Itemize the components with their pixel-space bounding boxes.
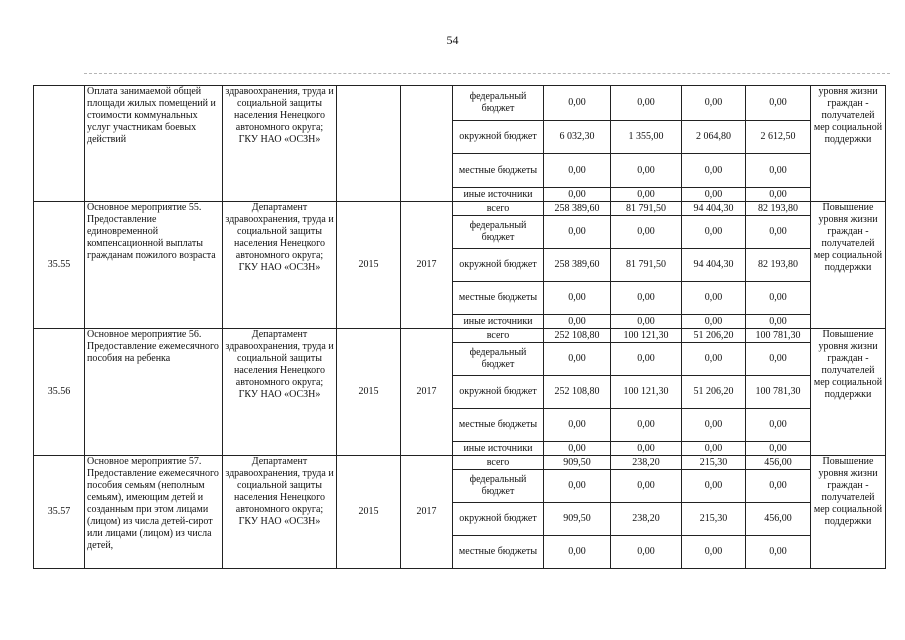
end-year-cell: 2017 bbox=[401, 456, 453, 569]
total-cell: 258 389,60 bbox=[544, 202, 611, 216]
total-cell: 6 032,30 bbox=[544, 121, 611, 154]
year-2015-cell: 0,00 bbox=[611, 282, 682, 315]
year-2015-cell: 81 791,50 bbox=[611, 249, 682, 282]
total-cell: 0,00 bbox=[544, 442, 611, 456]
event-name-cell: Оплата занимаемой общей площади жилых помещений и стоимости коммунальных услуг участникам боевых действий bbox=[85, 86, 223, 202]
total-cell: 0,00 bbox=[544, 154, 611, 188]
year-2016-cell: 51 206,20 bbox=[682, 376, 746, 409]
year-2017-cell: 0,00 bbox=[746, 315, 811, 329]
year-2015-cell: 0,00 bbox=[611, 86, 682, 121]
year-2016-cell: 0,00 bbox=[682, 188, 746, 202]
year-2015-cell: 0,00 bbox=[611, 216, 682, 249]
funding-source-cell: иные источники bbox=[453, 188, 544, 202]
year-2015-cell: 238,20 bbox=[611, 503, 682, 536]
year-2017-cell: 0,00 bbox=[746, 154, 811, 188]
funding-source-cell: всего bbox=[453, 456, 544, 470]
year-2016-cell: 0,00 bbox=[682, 409, 746, 442]
total-cell: 258 389,60 bbox=[544, 249, 611, 282]
year-2016-cell: 0,00 bbox=[682, 154, 746, 188]
funding-source-cell: местные бюджеты bbox=[453, 536, 544, 569]
year-2017-cell: 0,00 bbox=[746, 442, 811, 456]
year-2015-cell: 0,00 bbox=[611, 315, 682, 329]
year-2016-cell: 2 064,80 bbox=[682, 121, 746, 154]
year-2016-cell: 0,00 bbox=[682, 442, 746, 456]
year-2015-cell: 0,00 bbox=[611, 188, 682, 202]
year-2016-cell: 94 404,30 bbox=[682, 202, 746, 216]
table-row bbox=[34, 456, 886, 470]
year-2015-cell: 100 121,30 bbox=[611, 376, 682, 409]
year-2016-cell: 51 206,20 bbox=[682, 329, 746, 343]
year-2016-cell: 94 404,30 bbox=[682, 249, 746, 282]
funding-source-cell: окружной бюджет bbox=[453, 503, 544, 536]
total-cell: 0,00 bbox=[544, 86, 611, 121]
total-cell: 0,00 bbox=[544, 536, 611, 569]
result-cell: Повышение уровня жизни граждан - получателей мер социальной поддержки bbox=[811, 329, 886, 456]
total-cell: 909,50 bbox=[544, 503, 611, 536]
table-body bbox=[34, 86, 886, 569]
total-cell: 0,00 bbox=[544, 470, 611, 503]
funding-source-cell: всего bbox=[453, 202, 544, 216]
year-2015-cell: 0,00 bbox=[611, 442, 682, 456]
year-2017-cell: 0,00 bbox=[746, 343, 811, 376]
total-cell: 0,00 bbox=[544, 188, 611, 202]
year-2015-cell: 81 791,50 bbox=[611, 202, 682, 216]
total-cell: 0,00 bbox=[544, 343, 611, 376]
table-row bbox=[34, 329, 886, 343]
result-cell: Повышение уровня жизни граждан - получателей мер социальной поддержки bbox=[811, 202, 886, 329]
year-2016-cell: 215,30 bbox=[682, 503, 746, 536]
start-year-cell: 2015 bbox=[337, 329, 401, 456]
event-name-cell: Основное мероприятие 55. Предоставление единовременной компенсационной выплаты гражданам пожилого возраста bbox=[85, 202, 223, 329]
year-2016-cell: 0,00 bbox=[682, 216, 746, 249]
year-2017-cell: 0,00 bbox=[746, 536, 811, 569]
year-2017-cell: 0,00 bbox=[746, 86, 811, 121]
funding-source-cell: федеральный бюджет bbox=[453, 470, 544, 503]
year-2017-cell: 82 193,80 bbox=[746, 249, 811, 282]
funding-source-cell: всего bbox=[453, 329, 544, 343]
header-divider bbox=[84, 73, 890, 74]
row-number-cell: 35.56 bbox=[34, 329, 85, 456]
page-number: 54 bbox=[446, 33, 459, 47]
year-2017-cell: 0,00 bbox=[746, 188, 811, 202]
funding-source-cell: иные источники bbox=[453, 315, 544, 329]
total-cell: 0,00 bbox=[544, 315, 611, 329]
year-2017-cell: 0,00 bbox=[746, 216, 811, 249]
result-cell: Повышение уровня жизни граждан - получателей мер социальной поддержки bbox=[811, 456, 886, 569]
year-2017-cell: 456,00 bbox=[746, 456, 811, 470]
year-2017-cell: 100 781,30 bbox=[746, 329, 811, 343]
year-2016-cell: 0,00 bbox=[682, 536, 746, 569]
year-2016-cell: 0,00 bbox=[682, 470, 746, 503]
total-cell: 0,00 bbox=[544, 216, 611, 249]
year-2017-cell: 2 612,50 bbox=[746, 121, 811, 154]
executor-cell: здравоохранения, труда и социальной защиты населения Ненецкого автономного округа; ГКУ НАО «ОСЗН» bbox=[223, 86, 337, 202]
year-2015-cell: 1 355,00 bbox=[611, 121, 682, 154]
total-cell: 909,50 bbox=[544, 456, 611, 470]
executor-cell: Департамент здравоохранения, труда и социальной защиты населения Ненецкого автономного округа; ГКУ НАО «ОСЗН» bbox=[223, 329, 337, 456]
table-row bbox=[34, 202, 886, 216]
executor-cell: Департамент здравоохранения, труда и социальной защиты населения Ненецкого автономного округа; ГКУ НАО «ОСЗН» bbox=[223, 456, 337, 569]
funding-source-cell: иные источники bbox=[453, 442, 544, 456]
end-year-cell bbox=[401, 86, 453, 202]
year-2015-cell: 100 121,30 bbox=[611, 329, 682, 343]
total-cell: 252 108,80 bbox=[544, 329, 611, 343]
year-2015-cell: 0,00 bbox=[611, 154, 682, 188]
year-2015-cell: 0,00 bbox=[611, 343, 682, 376]
start-year-cell bbox=[337, 86, 401, 202]
year-2017-cell: 0,00 bbox=[746, 470, 811, 503]
funding-source-cell: федеральный бюджет bbox=[453, 216, 544, 249]
row-number-cell: 35.55 bbox=[34, 202, 85, 329]
funding-source-cell: местные бюджеты bbox=[453, 409, 544, 442]
year-2015-cell: 238,20 bbox=[611, 456, 682, 470]
funding-source-cell: окружной бюджет bbox=[453, 376, 544, 409]
row-number-cell bbox=[34, 86, 85, 202]
year-2016-cell: 0,00 bbox=[682, 343, 746, 376]
funding-source-cell: окружной бюджет bbox=[453, 249, 544, 282]
result-cell: уровня жизни граждан - получателей мер социальной поддержки bbox=[811, 86, 886, 202]
executor-cell: Департамент здравоохранения, труда и социальной защиты населения Ненецкого автономного округа; ГКУ НАО «ОСЗН» bbox=[223, 202, 337, 329]
year-2017-cell: 0,00 bbox=[746, 409, 811, 442]
event-name-cell: Основное мероприятие 57. Предоставление ежемесячного пособия семьям (неполным семьям), имеющим детей и созданным при этом лицами (лицом) из числа детей-сирот или лицами (лицом) из числа детей, bbox=[85, 456, 223, 569]
year-2015-cell: 0,00 bbox=[611, 470, 682, 503]
year-2015-cell: 0,00 bbox=[611, 536, 682, 569]
year-2016-cell: 215,30 bbox=[682, 456, 746, 470]
start-year-cell: 2015 bbox=[337, 456, 401, 569]
start-year-cell: 2015 bbox=[337, 202, 401, 329]
total-cell: 0,00 bbox=[544, 409, 611, 442]
total-cell: 252 108,80 bbox=[544, 376, 611, 409]
year-2017-cell: 0,00 bbox=[746, 282, 811, 315]
program-table bbox=[33, 85, 886, 569]
funding-source-cell: окружной бюджет bbox=[453, 121, 544, 154]
funding-source-cell: местные бюджеты bbox=[453, 282, 544, 315]
funding-source-cell: местные бюджеты bbox=[453, 154, 544, 188]
year-2017-cell: 456,00 bbox=[746, 503, 811, 536]
funding-source-cell: федеральный бюджет bbox=[453, 343, 544, 376]
year-2017-cell: 100 781,30 bbox=[746, 376, 811, 409]
total-cell: 0,00 bbox=[544, 282, 611, 315]
year-2016-cell: 0,00 bbox=[682, 86, 746, 121]
event-name-cell: Основное мероприятие 56. Предоставление ежемесячного пособия на ребенка bbox=[85, 329, 223, 456]
year-2017-cell: 82 193,80 bbox=[746, 202, 811, 216]
end-year-cell: 2017 bbox=[401, 329, 453, 456]
year-2016-cell: 0,00 bbox=[682, 282, 746, 315]
row-number-cell: 35.57 bbox=[34, 456, 85, 569]
end-year-cell: 2017 bbox=[401, 202, 453, 329]
year-2015-cell: 0,00 bbox=[611, 409, 682, 442]
funding-source-cell: федеральный бюджет bbox=[453, 86, 544, 121]
table-row bbox=[34, 86, 886, 121]
year-2016-cell: 0,00 bbox=[682, 315, 746, 329]
